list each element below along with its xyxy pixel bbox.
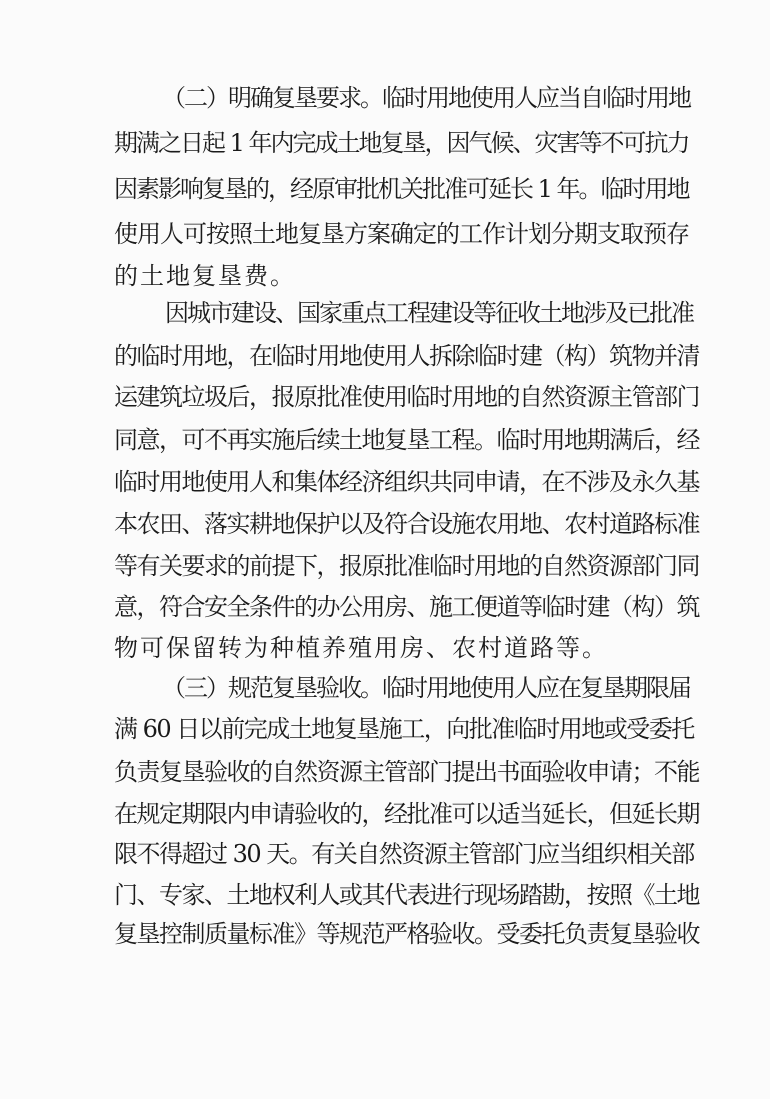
body-line: 复垦控制质量标准》等规范严格验收。受委托负责复垦验收 [114,920,699,948]
body-line: 负责复垦验收的自然资源主管部门提出书面验收申请；不能 [114,758,699,786]
body-line: 运建筑垃圾后，报原批准使用临时用地的自然资源主管部门 [114,383,699,411]
body-line: 限不得超过 30 天。有关自然资源主管部门应当组织相关部 [114,840,694,868]
body-line: 期满之日起 1 年内完成土地复垦，因气候、灾害等不可抗力 [114,129,689,157]
body-line: 因城市建设、国家重点工程建设等征收土地涉及已批准 [165,299,693,327]
body-line: 因素影响复垦的，经原审批机关批准可延长 1 年。临时用地 [114,175,689,203]
body-line: 的临时用地，在临时用地使用人拆除临时建（构）筑物并清 [114,342,699,370]
body-line: 临时用地使用人和集体经济组织共同申请，在不涉及永久基 [114,468,699,496]
section-heading-two: （二）明确复垦要求。 [162,84,382,112]
body-line: 使用人可按照土地复垦方案确定的工作计划分期支取预存 [114,220,689,248]
body-line: 本农田、落实耕地保护以及符合设施农用地、农村道路标准 [114,510,699,538]
body-line: 临时用地使用人应当自临时用地 [382,84,690,112]
body-line: 门、专家、土地权利人或其代表进行现场踏勘，按照《土地 [114,881,699,909]
body-line: 的土地复垦费。 [114,262,296,290]
body-line: 等有关要求的前提下，报原批准临时用地的自然资源部门同 [114,552,699,580]
section-heading-three: （三）规范复垦验收。 [162,674,382,702]
body-line: 同意，可不再实施后续土地复垦工程。临时用地期满后，经 [114,426,699,454]
body-line: 满 60 日以前完成土地复垦施工，向批准临时用地或受委托 [114,715,694,743]
body-line: 物可保留转为种植养殖用房、农村道路等。 [114,634,608,662]
body-line: 临时用地使用人应在复垦期限届 [382,674,690,702]
body-line: 在规定期限内申请验收的，经批准可以适当延长，但延长期 [114,800,699,828]
body-line: 意，符合安全条件的办公用房、施工便道等临时建（构）筑 [114,593,699,621]
